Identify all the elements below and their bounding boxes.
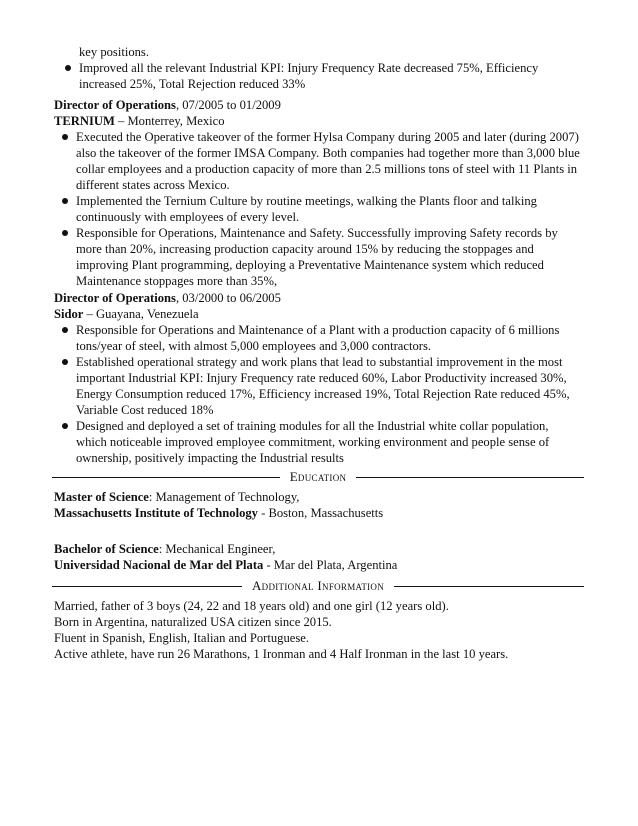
school-line <box>54 557 582 573</box>
heading-rule-left <box>52 586 242 587</box>
school-name: Massachusetts Institute of Technology <box>54 506 258 520</box>
continuation-bullets <box>57 60 577 92</box>
company-name: TERNIUM <box>54 114 115 128</box>
job-title: Director of Operations <box>54 98 176 112</box>
education-entry-mit <box>54 489 582 521</box>
school-place: - Mar del Plata, Argentina <box>263 558 398 572</box>
heading-rule-right <box>356 477 584 478</box>
company-line <box>54 113 582 129</box>
section-title: Education <box>289 469 347 484</box>
job-title-line <box>54 290 582 306</box>
education-heading <box>52 469 584 485</box>
job-title: Director of Operations <box>54 291 176 305</box>
heading-rule-right <box>394 586 584 587</box>
section-title: Additional Information <box>251 578 385 593</box>
school-line <box>54 505 582 521</box>
company-name: Sidor <box>54 307 84 321</box>
degree-field: : Management of Technology, <box>148 490 300 504</box>
continuation-line: key positions. <box>79 45 149 59</box>
job-dates: , 07/2005 to 01/2009 <box>175 98 281 112</box>
school-place: - Boston, Massachusetts <box>257 506 384 520</box>
bullet-item: Responsible for Operations, Maintenance and Safety. Successfully improving Safety records by more than 20%, increasing production capacity around 15% by reducing the stoppages and improving Plant programming, deploying a Preventative Maintenance system which reduced Maintenance stoppages more than 35%, <box>54 225 582 289</box>
job-title-line <box>54 97 582 113</box>
degree-line <box>54 489 582 505</box>
company-location: – Guayana, Venezuela <box>83 307 199 321</box>
job-ternium <box>54 97 582 289</box>
bullet-item: Designed and deployed a set of training modules for all the Industrial white collar population, which noticeable improved employee commitment, working environment and people sense of ownership, positively impacting the Industrial results <box>54 418 582 466</box>
degree-field: : Mechanical Engineer, <box>158 542 276 556</box>
job-bullets <box>54 322 582 466</box>
additional-info-heading <box>52 578 584 594</box>
degree-name: Master of Science <box>54 490 149 504</box>
heading-rule-left <box>52 477 280 478</box>
education-entry-mardelplata <box>54 541 582 573</box>
degree-name: Bachelor of Science <box>54 542 159 556</box>
bullet-item: Executed the Operative takeover of the former Hylsa Company during 2005 and later (during 2007) also the takeover of the former IMSA Company. Both companies had together more than 3,000 blue collar employees and a production capacity of more than 2.5 millions tons of steel with 11 Plants in different states across Mexico. <box>54 129 582 193</box>
company-line <box>54 306 582 322</box>
bullet-item: Implemented the Ternium Culture by routine meetings, walking the Plants floor and talking continuously with employees of every level. <box>54 193 582 225</box>
bullet-item: Established operational strategy and work plans that lead to substantial improvement in the most important Industrial KPI: Injury Frequency rate reduced 60%, Labor Productivity increased 30%, Energy Consumption reduced 17%, Efficiency increased 19%, Total Rejection Rate reduced 45%, Variable Cost reduced 18% <box>54 354 582 418</box>
info-line: Fluent in Spanish, English, Italian and Portuguese. <box>54 631 309 645</box>
bullet-item: Improved all the relevant Industrial KPI: Injury Frequency Rate decreased 75%, Efficiency increased 25%, Total Rejection reduced 33% <box>57 60 577 92</box>
job-sidor <box>54 290 582 466</box>
company-location: – Monterrey, Mexico <box>114 114 225 128</box>
degree-line <box>54 541 582 557</box>
previous-job-continuation <box>57 44 577 92</box>
info-line: Married, father of 3 boys (24, 22 and 18 years old) and one girl (12 years old). <box>54 599 449 613</box>
additional-info-list <box>54 598 582 662</box>
job-bullets <box>54 129 582 289</box>
school-name: Universidad Nacional de Mar del Plata <box>54 558 264 572</box>
info-line: Born in Argentina, naturalized USA citizen since 2015. <box>54 615 332 629</box>
bullet-item: Responsible for Operations and Maintenance of a Plant with a production capacity of 6 millions tons/year of steel, with almost 5,000 employees and 3,000 contractors. <box>54 322 582 354</box>
job-dates: , 03/2000 to 06/2005 <box>175 291 281 305</box>
info-line: Active athlete, have run 26 Marathons, 1 Ironman and 4 Half Ironman in the last 10 years. <box>54 647 509 661</box>
